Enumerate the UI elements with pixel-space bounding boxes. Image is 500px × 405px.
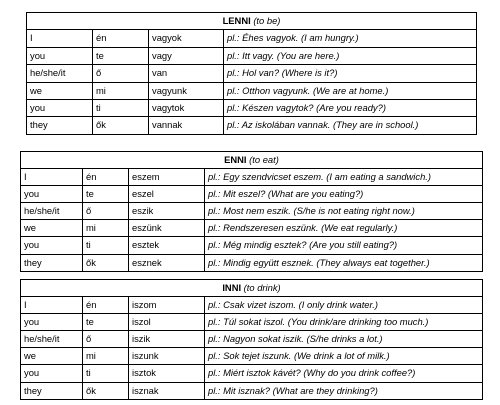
pronoun-english: he/she/it (27, 65, 93, 82)
verb-form: vagy (149, 47, 224, 64)
verb-form: vagyunk (149, 82, 224, 99)
table-row (27, 65, 477, 82)
pronoun-english: I (27, 30, 93, 47)
pronoun-hungarian: te (93, 47, 149, 64)
table-title (27, 13, 477, 30)
table-title-row (21, 280, 483, 297)
pronoun-english: I (21, 297, 83, 314)
pronoun-hungarian: te (83, 314, 129, 331)
pronoun-english: we (21, 348, 83, 365)
table-row (27, 47, 477, 64)
pronoun-english: you (27, 100, 93, 117)
verb-form: eszel (129, 186, 205, 203)
table-row (21, 348, 483, 365)
example-sentence: pl.: Túl sokat iszol. (You drink/are drinking too much.) (205, 314, 483, 331)
table-title-row (27, 13, 477, 30)
pronoun-english: you (21, 186, 83, 203)
example-sentence: pl.: Egy szendvicset eszem. (I am eating a sandwich.) (205, 169, 483, 186)
table-row (27, 100, 477, 117)
conjugation-table-inni (20, 279, 483, 400)
verb-form: iszik (129, 331, 205, 348)
pronoun-hungarian: ti (93, 100, 149, 117)
pronoun-english: you (21, 365, 83, 382)
example-sentence: pl.: Készen vagytok? (Are you ready?) (224, 100, 477, 117)
pronoun-hungarian: ők (93, 117, 149, 134)
verb-form: iszom (129, 297, 205, 314)
example-sentence: pl.: Nagyon sokat iszik. (S/he drinks a lot.) (205, 331, 483, 348)
pronoun-english: I (21, 169, 83, 186)
pronoun-english: you (27, 47, 93, 64)
pronoun-hungarian: én (83, 169, 129, 186)
verb-infinitive: INNI (222, 282, 242, 293)
pronoun-hungarian: mi (83, 348, 129, 365)
verb-infinitive: ENNI (224, 154, 247, 165)
example-sentence: pl.: Csak vizet iszom. (I only drink water.) (205, 297, 483, 314)
table-row (21, 220, 483, 237)
verb-form: esznek (129, 254, 205, 271)
example-sentence: pl.: Mit isznak? (What are they drinking?) (205, 382, 483, 399)
table-row (21, 297, 483, 314)
verb-form: iszunk (129, 348, 205, 365)
pronoun-english: they (21, 254, 83, 271)
verb-form: eszem (129, 169, 205, 186)
pronoun-hungarian: ők (83, 254, 129, 271)
pronoun-hungarian: te (83, 186, 129, 203)
example-sentence: pl.: Rendszeresen eszünk. (We eat regularly.) (205, 220, 483, 237)
example-sentence: pl.: Mindig együtt esznek. (They always eat together.) (205, 254, 483, 271)
pronoun-hungarian: ő (83, 203, 129, 220)
table-row (21, 169, 483, 186)
verb-gloss: (to drink) (243, 282, 281, 293)
table-row (27, 30, 477, 47)
verb-gloss: (to be) (253, 15, 281, 26)
pronoun-hungarian: ti (83, 365, 129, 382)
pronoun-english: we (27, 82, 93, 99)
verb-form: eszünk (129, 220, 205, 237)
table-row (21, 254, 483, 271)
table-row (21, 203, 483, 220)
table-row (21, 331, 483, 348)
verb-form: vagyok (149, 30, 224, 47)
example-sentence: pl.: Most nem eszik. (S/he is not eating right now.) (205, 203, 483, 220)
pronoun-english: he/she/it (21, 203, 83, 220)
table-row (21, 237, 483, 254)
verb-infinitive: LENNI (222, 15, 251, 26)
table-row (21, 365, 483, 382)
verb-form: isztok (129, 365, 205, 382)
pronoun-english: they (21, 382, 83, 399)
pronoun-hungarian: ti (83, 237, 129, 254)
table-row (21, 382, 483, 399)
pronoun-hungarian: ő (83, 331, 129, 348)
pronoun-hungarian: ők (83, 382, 129, 399)
pronoun-english: he/she/it (21, 331, 83, 348)
conjugation-table-enni (20, 151, 483, 272)
example-sentence: pl.: Éhes vagyok. (I am hungry.) (224, 30, 477, 47)
pronoun-english: they (27, 117, 93, 134)
table-row (21, 314, 483, 331)
verb-form: esztek (129, 237, 205, 254)
verb-gloss: (to eat) (249, 154, 279, 165)
verb-form: van (149, 65, 224, 82)
table-title (21, 152, 483, 169)
example-sentence: pl.: Otthon vagyunk. (We are at home.) (224, 82, 477, 99)
pronoun-hungarian: én (93, 30, 149, 47)
table-title-row (21, 152, 483, 169)
verb-form: vagytok (149, 100, 224, 117)
table-row (27, 117, 477, 134)
conjugation-table-lenni (26, 12, 477, 135)
example-sentence: pl.: Hol van? (Where is it?) (224, 65, 477, 82)
pronoun-hungarian: én (83, 297, 129, 314)
example-sentence: pl.: Mit eszel? (What are you eating?) (205, 186, 483, 203)
table-row (27, 82, 477, 99)
example-sentence: pl.: Az iskolában vannak. (They are in school.) (224, 117, 477, 134)
pronoun-hungarian: ő (93, 65, 149, 82)
pronoun-english: you (21, 314, 83, 331)
verb-form: eszik (129, 203, 205, 220)
verb-form: vannak (149, 117, 224, 134)
pronoun-english: we (21, 220, 83, 237)
verb-form: isznak (129, 382, 205, 399)
example-sentence: pl.: Miért isztok kávét? (Why do you drink coffee?) (205, 365, 483, 382)
verb-form: iszol (129, 314, 205, 331)
pronoun-hungarian: mi (83, 220, 129, 237)
example-sentence: pl.: Még mindig esztek? (Are you still eating?) (205, 237, 483, 254)
example-sentence: pl.: Sok tejet iszunk. (We drink a lot of milk.) (205, 348, 483, 365)
pronoun-english: you (21, 237, 83, 254)
table-row (21, 186, 483, 203)
table-title (21, 280, 483, 297)
example-sentence: pl.: Itt vagy. (You are here.) (224, 47, 477, 64)
pronoun-hungarian: mi (93, 82, 149, 99)
